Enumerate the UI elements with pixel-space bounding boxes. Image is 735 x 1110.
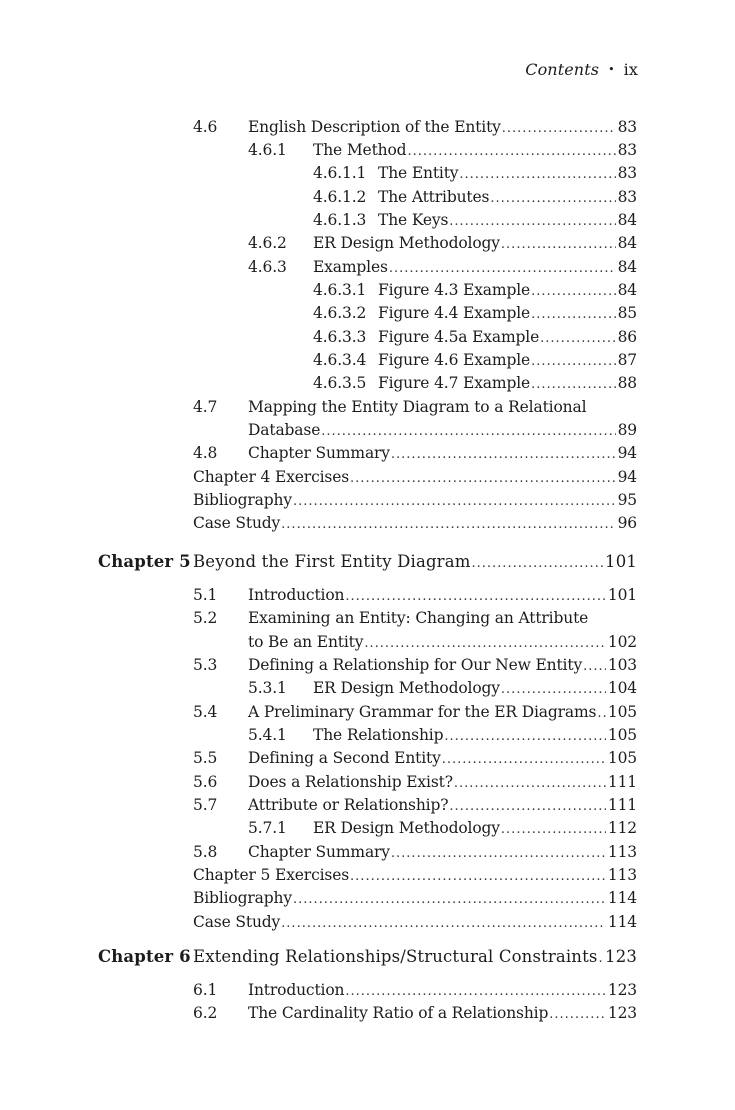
toc-entry[interactable]: [313, 303, 637, 325]
toc-entry-number: 5.2: [193, 609, 218, 627]
toc-entry-number: 4.6.1.2: [313, 188, 367, 206]
toc-entry-number: 5.7: [193, 796, 218, 814]
toc-entry-title: The Method: [313, 141, 407, 159]
running-head: [525, 60, 638, 79]
toc-entry-page: 114: [607, 913, 637, 931]
toc-entry-page: 105: [607, 726, 637, 744]
toc-entry-page: 87: [617, 351, 637, 369]
toc-entry-title: Case Study: [193, 514, 281, 532]
chapter-label: Chapter 5: [98, 552, 191, 571]
dot-leader: [583, 657, 606, 677]
toc-entry-title: Figure 4.4 Example: [378, 304, 531, 322]
toc-entry-number: 4.6.1.1: [313, 164, 367, 182]
toc-entry-page: 96: [617, 514, 637, 532]
toc-entry-page: 89: [617, 421, 637, 439]
dot-leader: [501, 820, 606, 840]
toc-entry-page: 101: [607, 586, 637, 604]
toc-entry-number: 4.6.3.3: [313, 328, 367, 346]
toc-entry-title: The Keys: [378, 211, 449, 229]
toc-entry-page: 103: [607, 656, 637, 674]
dot-leader: [442, 750, 606, 770]
toc-entry[interactable]: [193, 702, 637, 724]
running-head-separator: •: [608, 63, 615, 76]
toc-entry[interactable]: [193, 1003, 637, 1025]
toc-entry[interactable]: [193, 795, 637, 817]
toc-entry-title: The Cardinality Ratio of a Relationship: [248, 1004, 549, 1022]
toc-entry-title: Bibliography: [193, 491, 292, 509]
toc-entry-title: The Entity: [378, 164, 459, 182]
toc-entry-page: 83: [617, 164, 637, 182]
toc-entry-title: Examples: [313, 258, 388, 276]
dot-leader: [501, 235, 616, 255]
toc-entry[interactable]: [193, 585, 637, 607]
dot-leader: [321, 422, 615, 442]
dot-leader: [549, 1005, 606, 1025]
toc-entry-page: 104: [607, 679, 637, 697]
toc-entry[interactable]: [193, 865, 637, 887]
toc-entry-title: Figure 4.3 Example: [378, 281, 531, 299]
toc-entry-title: Defining a Second Entity: [248, 749, 441, 767]
toc-entry-title: Introduction: [248, 981, 345, 999]
toc-entry-title: Case Study: [193, 913, 281, 931]
toc-entry[interactable]: [313, 327, 637, 349]
toc-entry-number: 4.6.1.3: [313, 211, 367, 229]
toc-entry-number: 4.6: [193, 118, 218, 136]
toc-entry[interactable]: [193, 748, 637, 770]
toc-entry-page: 84: [617, 211, 637, 229]
toc-entry-number: 4.6.2: [248, 234, 287, 252]
toc-entry-title: Chapter 5 Exercises: [193, 866, 350, 884]
toc-entry-title: Figure 4.5a Example: [378, 328, 540, 346]
toc-entry-page: 94: [617, 444, 637, 462]
toc-entry-title: The Relationship: [313, 726, 444, 744]
chapter-title: Beyond the First Entity Diagram: [193, 552, 471, 571]
dot-leader: [449, 212, 615, 232]
toc-entry-title: Database: [248, 421, 321, 439]
dot-leader: [350, 867, 606, 887]
toc-entry-number: 4.6.1: [248, 141, 287, 159]
dot-leader: [293, 890, 606, 910]
dot-leader: [531, 375, 616, 395]
toc-entry[interactable]: [313, 373, 637, 395]
toc-entry-number: 4.8: [193, 444, 218, 462]
toc-entry-number: 6.1: [193, 981, 218, 999]
running-head-page-number: ix: [623, 60, 638, 79]
toc-entry-page: 112: [607, 819, 637, 837]
toc-entry-page: 105: [607, 749, 637, 767]
dot-leader: [364, 634, 606, 654]
toc-entry-title: Bibliography: [193, 889, 292, 907]
chapter-title: Extending Relationships/Structural Constraints: [193, 947, 598, 966]
toc-entry[interactable]: [193, 888, 637, 910]
dot-leader: [391, 445, 616, 465]
toc-entry-page: 105: [607, 703, 637, 721]
dot-leader: [345, 587, 605, 607]
toc-entry[interactable]: [248, 233, 637, 255]
chapter-page: 101: [605, 552, 637, 571]
toc-entry[interactable]: [248, 818, 637, 840]
toc-entry[interactable]: [193, 513, 637, 535]
toc-entry-page: 123: [607, 981, 637, 999]
dot-leader: [281, 914, 606, 934]
toc-entry-title: English Description of the Entity: [248, 118, 501, 136]
dot-leader: [454, 774, 606, 794]
dot-leader: [449, 797, 605, 817]
dot-leader: [389, 259, 616, 279]
chapter-label: Chapter 6: [98, 947, 191, 966]
toc-chapter-entry[interactable]: [98, 947, 637, 969]
toc-entry-number: 4.6.3: [248, 258, 287, 276]
toc-entry-page: 86: [617, 328, 637, 346]
toc-entry-title: ER Design Methodology: [313, 679, 500, 697]
toc-entry-page: 84: [617, 234, 637, 252]
toc-entry-page: 102: [607, 633, 637, 651]
running-head-title: Contents: [525, 60, 600, 79]
toc-entry-page: 84: [617, 281, 637, 299]
toc-entry[interactable]: [313, 187, 637, 209]
dot-leader: [293, 492, 616, 512]
toc-entry[interactable]: [313, 163, 637, 185]
toc-entry-page: 111: [607, 796, 637, 814]
dot-leader: [540, 329, 615, 349]
toc-entry-title: The Attributes: [378, 188, 490, 206]
toc-entry-number: 6.2: [193, 1004, 218, 1022]
dot-leader: [597, 704, 606, 724]
toc-entry[interactable]: [248, 678, 637, 700]
toc-chapter-entry[interactable]: [98, 552, 637, 574]
chapter-page: 123: [605, 947, 637, 966]
toc-entry[interactable]: [313, 280, 637, 302]
dot-leader: [345, 982, 605, 1002]
toc-entry-number: 5.3.1: [248, 679, 287, 697]
toc-entry-page: 113: [607, 843, 637, 861]
toc-entry-page: 113: [607, 866, 637, 884]
toc-entry[interactable]: [313, 350, 637, 372]
toc-entry-title: Figure 4.6 Example: [378, 351, 531, 369]
toc-entry-page: 123: [607, 1004, 637, 1022]
toc-entry-title: ER Design Methodology: [313, 234, 500, 252]
dot-leader: [472, 554, 604, 574]
toc-entry-number: 5.4: [193, 703, 218, 721]
dot-leader: [502, 119, 616, 139]
toc-entry-title-line[interactable]: Examining an Entity: Changing an Attribute: [248, 609, 589, 627]
toc-entry[interactable]: [248, 257, 637, 279]
toc-entry[interactable]: [193, 772, 637, 794]
toc-entry-title: Attribute or Relationship?: [248, 796, 449, 814]
toc-entry-number: 5.7.1: [248, 819, 287, 837]
toc-entry-page: 95: [617, 491, 637, 509]
toc-entry-title-line[interactable]: Mapping the Entity Diagram to a Relational: [248, 398, 587, 416]
dot-leader: [350, 469, 616, 489]
toc-entry[interactable]: [193, 467, 637, 489]
dot-leader: [444, 727, 605, 747]
toc-entry-title: Defining a Relationship for Our New Entity: [248, 656, 583, 674]
toc-entry[interactable]: [248, 725, 637, 747]
toc-entry[interactable]: [193, 655, 637, 677]
toc-entry-number: 4.6.3.4: [313, 351, 367, 369]
toc-entry-title: A Preliminary Grammar for the ER Diagrams: [248, 703, 597, 721]
toc-entry[interactable]: [193, 842, 637, 864]
toc-entry-number: 5.5: [193, 749, 218, 767]
toc-entry[interactable]: [313, 210, 637, 232]
toc-entry-title: to Be an Entity: [248, 633, 364, 651]
toc-entry-page: 114: [607, 889, 637, 907]
dot-leader: [459, 165, 615, 185]
toc-entry-title: Introduction: [248, 586, 345, 604]
toc-entry-page: 83: [617, 141, 637, 159]
toc-entry-number: 5.6: [193, 773, 218, 791]
toc-entry-number: 4.7: [193, 398, 218, 416]
toc-entry-number: 5.1: [193, 586, 218, 604]
toc-entry-title: Chapter Summary: [248, 444, 390, 462]
toc-entry-number: 5.3: [193, 656, 218, 674]
toc-entry[interactable]: [248, 420, 637, 442]
toc-entry-page: 111: [607, 773, 637, 791]
dot-leader: [531, 305, 616, 325]
toc-entry-page: 83: [617, 188, 637, 206]
dot-leader: [490, 189, 615, 209]
toc-entry-page: 83: [617, 118, 637, 136]
toc-entry-page: 84: [617, 258, 637, 276]
toc-entry-title: ER Design Methodology: [313, 819, 500, 837]
toc-entry-page: 85: [617, 304, 637, 322]
dot-leader: [281, 515, 615, 535]
toc-entry[interactable]: [193, 980, 637, 1002]
toc-entry-number: 5.4.1: [248, 726, 287, 744]
dot-leader: [501, 680, 606, 700]
toc-entry-number: 4.6.3.2: [313, 304, 367, 322]
toc-entry[interactable]: [248, 140, 637, 162]
dot-leader: [407, 142, 615, 162]
dot-leader: [531, 352, 616, 372]
toc-entry[interactable]: [193, 912, 637, 934]
toc-entry-page: 88: [617, 374, 637, 392]
dot-leader: [531, 282, 616, 302]
dot-leader: [598, 949, 603, 969]
toc-entry[interactable]: [193, 443, 637, 465]
toc-entry-title: Does a Relationship Exist?: [248, 773, 453, 791]
dot-leader: [391, 844, 606, 864]
toc-entry[interactable]: [248, 632, 637, 654]
toc-entry-title: Chapter 4 Exercises: [193, 468, 350, 486]
toc-entry[interactable]: [193, 117, 637, 139]
toc-entry[interactable]: [193, 490, 637, 512]
toc-entry-number: 4.6.3.5: [313, 374, 367, 392]
toc-entry-page: 94: [617, 468, 637, 486]
toc-entry-number: 4.6.3.1: [313, 281, 367, 299]
toc-entry-title: Figure 4.7 Example: [378, 374, 531, 392]
toc-entry-number: 5.8: [193, 843, 218, 861]
toc-entry-title: Chapter Summary: [248, 843, 390, 861]
